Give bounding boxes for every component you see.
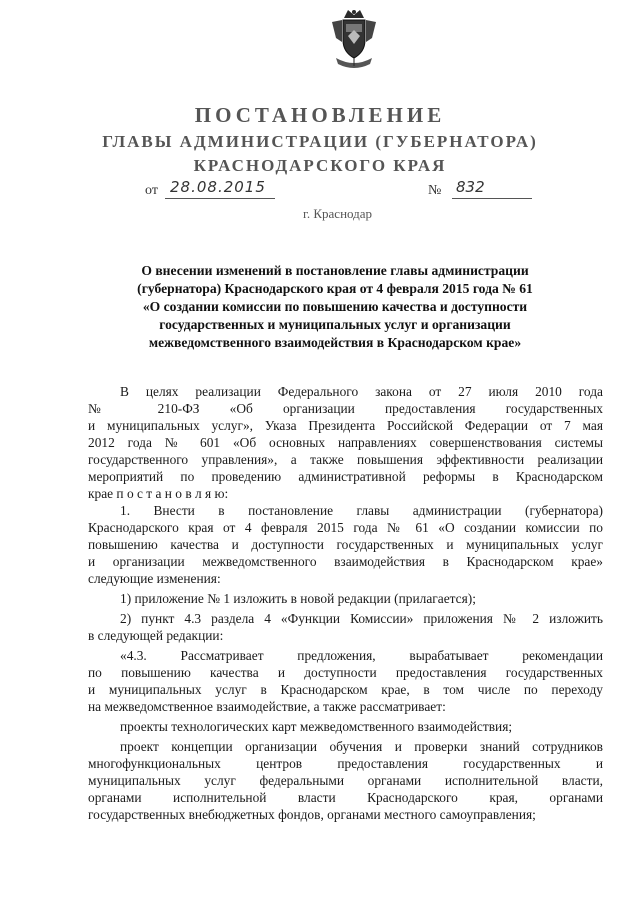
- date-underline: [165, 198, 275, 199]
- body-line: проект концепции организации обучения и проверки знаний сотрудников: [120, 739, 603, 754]
- body-line: в следующей редакции:: [88, 628, 224, 643]
- body-line: 2) пункт 4.3 раздела 4 «Функции Комиссии» приложения № 2 изложить: [120, 611, 603, 626]
- doc-type-heading: ПОСТАНОВЛЕНИЕ: [194, 103, 446, 127]
- coat-of-arms-emblem: [328, 8, 380, 70]
- body-line: муниципальных услуг федеральными органами исполнительной власти,: [88, 773, 603, 788]
- date-label: от: [145, 183, 158, 198]
- body-line: на межведомственное взаимодействие, а также рассматривает:: [88, 699, 446, 714]
- body-line: 1) приложение № 1 изложить в новой редакции (прилагается);: [120, 591, 476, 606]
- document-title: [95, 262, 575, 352]
- body-line: 2012 года № 601 «Об основных направлениях совершенствования системы: [88, 435, 603, 450]
- body-line: многофункциональных центров предоставления государственных и: [88, 756, 603, 771]
- body-line: и муниципальных услуг», Указа Президента Российской Федерации от 7 мая: [88, 418, 603, 433]
- body-line: и муниципальных услуг в Краснодарском крае, в том числе по переходу: [88, 682, 603, 697]
- title-line: О внесении изменений в постановление главы администрации: [141, 263, 529, 278]
- body-line: по повышению качества и доступности предоставления государственных: [88, 665, 603, 680]
- number-underline: [452, 198, 532, 199]
- body-line: В целях реализации Федерального закона от 27 июля 2010 года: [120, 384, 603, 399]
- body-line: крае п о с т а н о в л я ю:: [88, 486, 229, 501]
- body-line: и организации межведомственного взаимодействия в Краснодарском крае»: [88, 554, 603, 569]
- document-body: [88, 383, 603, 823]
- region-heading: КРАСНОДАРСКОГО КРАЯ: [193, 156, 447, 175]
- body-line: следующие изменения:: [88, 571, 221, 586]
- title-line: государственных и муниципальных услуг и организации: [159, 317, 511, 332]
- body-line: государственного управления», а также повышения эффективности реализации: [88, 452, 603, 467]
- body-line: «4.3. Рассматривает предложения, вырабатывает рекомендации: [120, 648, 603, 663]
- title-line: «О создании комиссии по повышению качества и доступности: [142, 299, 528, 314]
- date-value: 28.08.2015: [170, 178, 266, 196]
- title-line: (губернатора) Краснодарского края от 4 февраля 2015 года № 61: [137, 281, 533, 296]
- body-line: № 210-ФЗ «Об организации предоставления государственных: [88, 401, 603, 416]
- body-line: 1. Внести в постановление главы администрации (губернатора): [120, 503, 603, 518]
- body-line: Краснодарского края от 4 февраля 2015 года № 61 «О создании комиссии по: [88, 520, 603, 535]
- body-line: проекты технологических карт межведомственного взаимодействия;: [120, 719, 513, 734]
- issuer-heading: ГЛАВЫ АДМИНИСТРАЦИИ (ГУБЕРНАТОРА): [102, 132, 538, 151]
- body-line: мероприятий по проведению административной реформы в Краснодарском: [88, 469, 603, 484]
- city-label: г. Краснодар: [303, 206, 373, 221]
- body-line: органами исполнительной власти Краснодарского края, органами: [88, 790, 603, 805]
- body-line: повышению качества и доступности государственных и муниципальных услуг: [88, 537, 603, 552]
- title-line: межведомственного взаимодействия в Краснодарском крае»: [148, 335, 522, 350]
- number-label: №: [428, 183, 442, 198]
- number-value: 832: [456, 178, 485, 196]
- body-line: государственных внебюджетных фондов, органами местного самоуправления;: [88, 807, 536, 822]
